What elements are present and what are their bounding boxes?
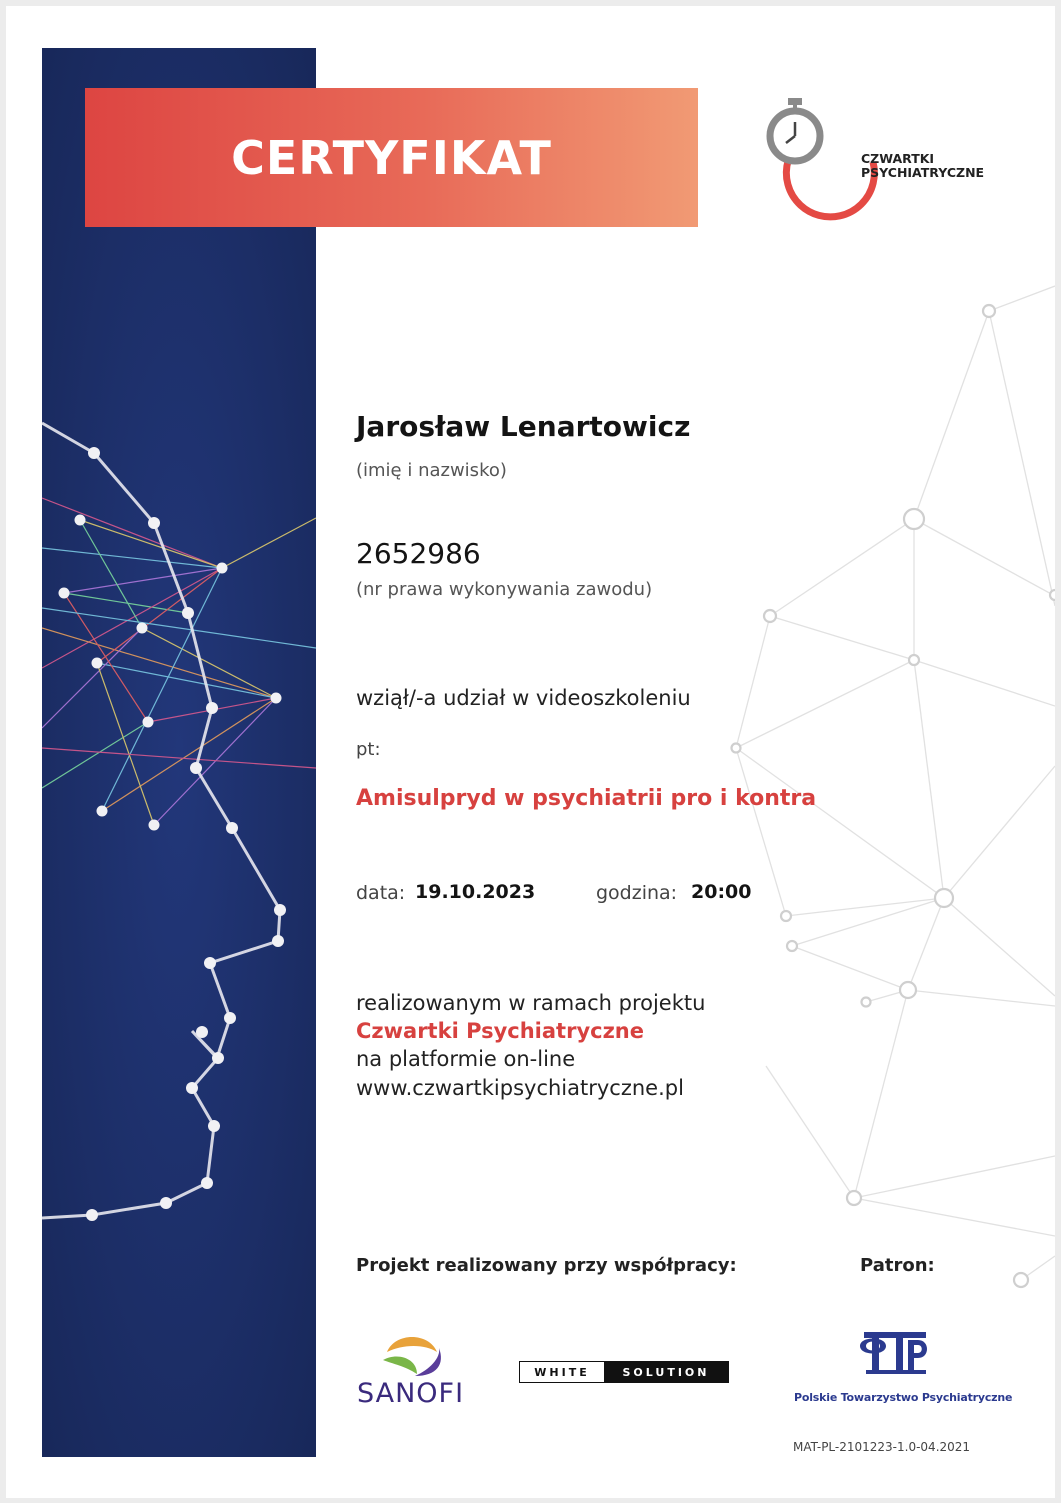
material-code: MAT-PL-2101223-1.0-04.2021: [793, 1440, 971, 1454]
date-label: data:: [356, 882, 406, 904]
pt-label: pt:: [356, 739, 381, 760]
course-topic: Amisulpryd w psychiatrii pro i kontra: [356, 786, 817, 811]
name-caption: (imię i nazwisko): [356, 460, 507, 481]
time-label: godzina:: [596, 882, 678, 904]
project-url: www.czwartkipsychiatryczne.pl: [356, 1076, 684, 1100]
participant-name: Jarosław Lenartowicz: [356, 410, 691, 443]
string-network-art: [42, 48, 316, 1457]
certificate-title: CERTYFIKAT: [231, 130, 552, 185]
decorative-band: [42, 48, 316, 1457]
certificate-page: [6, 6, 1055, 1498]
logo-wordmark: CZWARTKI PSYCHIATRYCZNE: [861, 151, 985, 180]
license-caption: (nr prawa wykonywania zawodu): [356, 579, 653, 600]
project-line3: na platformie on-line: [356, 1047, 576, 1071]
title-banner: [85, 88, 698, 227]
cooperation-label: Projekt realizowany przy współpracy:: [356, 1255, 737, 1276]
white-solution-logo: WHITE SOLUTION: [519, 1361, 729, 1383]
ptp-logo: [852, 1328, 936, 1380]
date-value: 19.10.2023: [415, 881, 536, 903]
project-name: Czwartki Psychiatryczne: [356, 1019, 645, 1043]
patron-label: Patron:: [860, 1255, 935, 1276]
ptp-name: Polskie Towarzystwo Psychiatryczne: [794, 1391, 1013, 1404]
sanofi-wordmark: SANOFI: [357, 1378, 465, 1409]
project-line1: realizowanym w ramach projektu: [356, 991, 706, 1015]
time-value: 20:00: [691, 881, 752, 903]
license-number: 2652986: [356, 537, 481, 570]
course-intro: wziął/-a udział w videoszkoleniu: [356, 686, 691, 710]
